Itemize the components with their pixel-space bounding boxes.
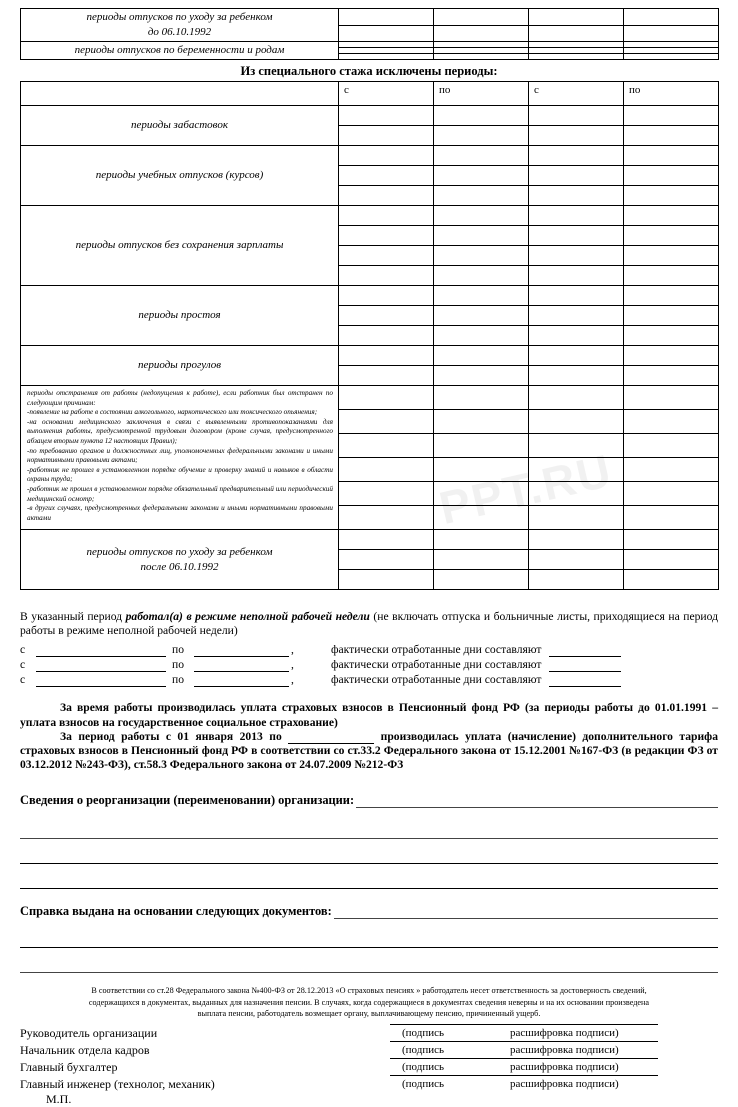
parttime-from-label: с: [20, 673, 26, 687]
cell-to-1[interactable]: [434, 366, 529, 386]
cell-to-2[interactable]: [624, 458, 719, 482]
cell-to-1[interactable]: [434, 386, 529, 410]
cell-to-1[interactable]: [434, 570, 529, 590]
signature-field: [390, 1075, 670, 1091]
parttime-days-text: фактически отработанные дни составляют: [331, 643, 542, 657]
cell-from-1[interactable]: [339, 146, 434, 166]
cell-from-1[interactable]: [339, 482, 434, 506]
cell-from-2[interactable]: [529, 482, 624, 506]
spacer: [0, 919, 738, 929]
cell-from-1[interactable]: [339, 434, 434, 458]
cell-to-1[interactable]: [434, 266, 529, 286]
reorg-line: [20, 792, 718, 808]
row-label-line2: после 06.10.1992: [140, 560, 219, 573]
signature-role-engineer: [20, 1075, 390, 1107]
cell-from-1[interactable]: [339, 126, 434, 146]
table-childcare-maternity: [20, 8, 719, 60]
cell-from-1[interactable]: [339, 346, 434, 366]
cell-to-2[interactable]: [624, 482, 719, 506]
cell-to-1[interactable]: [434, 530, 529, 550]
cell-from-1[interactable]: [339, 246, 434, 266]
header-from-1: с: [339, 82, 434, 106]
cell-to-1[interactable]: [434, 126, 529, 146]
header-to-1: по: [434, 82, 529, 106]
cell-to-1[interactable]: [434, 186, 529, 206]
parttime-days-text: фактически отработанные дни составляют: [331, 658, 542, 672]
row-label-downtime: периоды простоя: [21, 286, 339, 346]
signature-section: [20, 1024, 718, 1107]
parttime-to-label: по: [172, 643, 185, 657]
header-from-2: с: [529, 82, 624, 106]
row-label-line1: периоды отпусков по уходу за ребенком: [86, 11, 273, 23]
cell-to-1[interactable]: [434, 106, 529, 126]
header-blank: [21, 82, 339, 106]
cell-to-2[interactable]: [624, 306, 719, 326]
contributions-para-1: За время работы производилась уплата страховых взносов в Пенсионный фонд РФ (за периоды работы до 01.01.1991 – уплата взносов на государственное социальное страхование): [20, 701, 718, 729]
parttime-from-input[interactable]: [36, 659, 166, 672]
basis-label: Справка выдана на основании следующих документов:: [20, 904, 332, 919]
cell-from-1[interactable]: [339, 550, 434, 570]
parttime-from-input[interactable]: [36, 674, 166, 687]
signature-caption: [390, 1026, 658, 1040]
signature-caption-sign: (подпись: [402, 1077, 445, 1090]
suspension-line-3: -на основании медицинского заключения в связи с выявленными противопоказаниями для выполнения работы, предусмотренной трудовым договором (кроме случая, предусмотренного абзацем вторым пункта 12 настоящих Правил);: [27, 417, 333, 445]
cell-to-1[interactable]: [434, 146, 529, 166]
table-row: [21, 106, 719, 126]
cell-from-1[interactable]: [339, 186, 434, 206]
suspension-line-5: -работник не прошел в установленном порядке обучение и проверку знаний и навыков в области охраны труда;: [27, 465, 333, 484]
fineprint-line-3: выплата пенсии, работодатель возмещает органу, выплачивающему пенсию, причиненный ущерб.: [197, 1009, 541, 1019]
parttime-intro-b: (не включать отпуска и больничные листы, приходящиеся на период работы в режиме неполной рабочей недели): [20, 610, 718, 638]
parttime-to-label: по: [172, 673, 185, 687]
parttime-to-input[interactable]: [194, 659, 289, 672]
cell-to-1[interactable]: [434, 9, 529, 26]
spacer: [0, 808, 738, 820]
row-label-unpaid-leave: периоды отпусков без сохранения зарплаты: [21, 206, 339, 286]
cell-from-1[interactable]: [339, 166, 434, 186]
signature-block: [20, 1058, 718, 1075]
parttime-intro-bold: работал(а) в режиме неполной рабочей недели: [125, 610, 370, 623]
spacer: [0, 687, 738, 701]
parttime-comma: ,: [291, 643, 294, 657]
table-excluded-periods: [20, 81, 719, 590]
cell-from-2[interactable]: [529, 25, 624, 42]
parttime-days-input[interactable]: [549, 659, 621, 672]
suspension-line-4: -по требованию органов и должностных лиц, уполномоченных федеральными законами и иными нормативными правовыми актами;: [27, 446, 333, 465]
cell-from-2[interactable]: [529, 9, 624, 26]
cell-from-2[interactable]: [529, 346, 624, 366]
cell-to-1[interactable]: [434, 25, 529, 42]
signature-caption-transcript: расшифровка подписи): [510, 1060, 619, 1073]
suspension-line-6: -работник не прошел в установленном порядке обязательный предварительный или периодический медицинский осмотр;: [27, 484, 333, 503]
parttime-from-label: с: [20, 658, 26, 672]
cell-from-2[interactable]: [529, 506, 624, 530]
signature-caption-sign: (подпись: [402, 1043, 445, 1056]
cell-to-1[interactable]: [434, 306, 529, 326]
cell-from-2[interactable]: [529, 410, 624, 434]
reorg-extra-line-3[interactable]: [20, 870, 718, 889]
suspension-line-7: -в других случаях, предусмотренных федеральными законами и иными нормативными правовыми актами: [27, 504, 333, 522]
cell-to-2[interactable]: [624, 346, 719, 366]
cell-from-2[interactable]: [529, 366, 624, 386]
cell-from-2[interactable]: [529, 246, 624, 266]
table-row: [21, 530, 719, 550]
row-label-line1: периоды отпусков по уходу за ребенком: [86, 545, 273, 558]
cell-to-2[interactable]: [624, 186, 719, 206]
table-row: [21, 206, 719, 226]
cell-from-1[interactable]: [339, 386, 434, 410]
table-row: [21, 286, 719, 306]
table-row: [21, 146, 719, 166]
reorg-input[interactable]: [356, 793, 718, 808]
cell-to-2[interactable]: [624, 106, 719, 126]
cell-from-2[interactable]: [529, 226, 624, 246]
cell-to-2[interactable]: [624, 266, 719, 286]
parttime-to-label: по: [172, 658, 185, 672]
cell-from-1[interactable]: [339, 458, 434, 482]
signature-caption-transcript: расшифровка подписи): [510, 1077, 619, 1090]
cell-to-1[interactable]: [434, 346, 529, 366]
cell-from-1[interactable]: [339, 9, 434, 26]
table-row: [21, 346, 719, 366]
cell-to-2[interactable]: [624, 366, 719, 386]
cell-from-2[interactable]: [529, 54, 624, 60]
watermark: PPT.RU: [434, 443, 618, 535]
cell-from-2[interactable]: [529, 306, 624, 326]
cell-from-1[interactable]: [339, 286, 434, 306]
basis-line: [20, 903, 718, 919]
contributions-para-2: [20, 730, 718, 773]
cell-to-1[interactable]: [434, 206, 529, 226]
cell-to-2[interactable]: [624, 25, 719, 42]
cell-to-2[interactable]: [624, 126, 719, 146]
parttime-row: [20, 672, 718, 687]
parttime-from-label: с: [20, 643, 26, 657]
suspension-line-1: периоды отстранения от работы (недопущения к работе), если работник был отстранен по следующим причинам:: [27, 389, 333, 407]
contributions-date-input[interactable]: [288, 732, 374, 744]
signature-caption-transcript: расшифровка подписи): [510, 1026, 619, 1039]
spacer-after-table: [0, 590, 738, 610]
cell-to-1[interactable]: [434, 226, 529, 246]
basis-extra-line-2[interactable]: [20, 954, 718, 973]
cell-to-2[interactable]: [624, 410, 719, 434]
cell-to-1[interactable]: [434, 246, 529, 266]
cell-to-1[interactable]: [434, 550, 529, 570]
cell-from-2[interactable]: [529, 530, 624, 550]
signature-field: [390, 1041, 670, 1057]
cell-from-2[interactable]: [529, 166, 624, 186]
spacer: [0, 889, 738, 903]
contributions-para-2-a: За период работы с 01 января 2013 по: [60, 729, 282, 743]
cell-to-1[interactable]: [434, 434, 529, 458]
signature-block: [20, 1024, 718, 1041]
cell-to-2[interactable]: [624, 146, 719, 166]
suspension-line-2: -появление на работе в состоянии алкогольного, наркотического или токсического опьянения;: [27, 408, 318, 417]
table-header-row: [21, 82, 719, 106]
reorg-extra-line-2[interactable]: [20, 845, 718, 864]
cell-to-2[interactable]: [624, 286, 719, 306]
top-spacer: [0, 0, 738, 8]
cell-from-2[interactable]: [529, 286, 624, 306]
cell-from-2[interactable]: [529, 146, 624, 166]
row-label-absenteeism: периоды прогулов: [21, 346, 339, 386]
row-label-childcare-before: [21, 9, 339, 42]
cell-to-2[interactable]: [624, 54, 719, 60]
parttime-intro: [20, 610, 718, 638]
cell-from-2[interactable]: [529, 570, 624, 590]
parttime-comma: ,: [291, 658, 294, 672]
signature-caption: [390, 1060, 658, 1074]
cell-from-2[interactable]: [529, 106, 624, 126]
signature-field: [390, 1024, 670, 1040]
cell-from-2[interactable]: [529, 550, 624, 570]
cell-from-1[interactable]: [339, 530, 434, 550]
cell-from-1[interactable]: [339, 226, 434, 246]
cell-to-2[interactable]: [624, 386, 719, 410]
cell-from-1[interactable]: [339, 570, 434, 590]
parttime-days-text: фактически отработанные дни составляют: [331, 673, 542, 687]
parttime-intro-a: В указанный период: [20, 610, 126, 623]
signature-role-head: Руководитель организации: [20, 1025, 158, 1040]
cell-to-2[interactable]: [624, 226, 719, 246]
signature-block: [20, 1041, 718, 1058]
signature-block: [20, 1075, 718, 1107]
cell-to-1[interactable]: [434, 326, 529, 346]
parttime-to-input[interactable]: [194, 644, 289, 657]
cell-from-2[interactable]: [529, 266, 624, 286]
spacer: [0, 772, 738, 792]
cell-from-1[interactable]: [339, 410, 434, 434]
row-label-strikes: периоды забастовок: [21, 106, 339, 146]
cell-to-1[interactable]: [434, 286, 529, 306]
cell-to-2[interactable]: [624, 166, 719, 186]
reorg-extra-line-1[interactable]: [20, 820, 718, 839]
cell-to-1[interactable]: [434, 166, 529, 186]
row-label-childcare-after: [21, 530, 339, 590]
cell-from-2[interactable]: [529, 458, 624, 482]
cell-to-1[interactable]: [434, 506, 529, 530]
cell-to-2[interactable]: [624, 326, 719, 346]
cell-from-1[interactable]: [339, 206, 434, 226]
contributions-para-2-b: производилась уплата (начисление) дополнительного тарифа страховых взносов в Пенсионный фонд РФ в соответствии со ст.33.2 Федерального закона от 15.12.2001 №167-ФЗ (в редакции ФЗ от 03.12.2012 №243-ФЗ), ст.58.3 Федерального закона от 24.07.2009 №212-ФЗ: [20, 729, 718, 772]
parttime-days-input[interactable]: [549, 674, 621, 687]
cell-from-1[interactable]: [339, 326, 434, 346]
cell-to-2[interactable]: [624, 9, 719, 26]
cell-to-2[interactable]: [624, 434, 719, 458]
parttime-to-input[interactable]: [194, 674, 289, 687]
cell-to-2[interactable]: [624, 530, 719, 550]
cell-to-1[interactable]: [434, 54, 529, 60]
signature-caption-sign: (подпись: [402, 1026, 445, 1039]
fineprint-line-1: В соответствии со ст.28 Федерального закона №400-ФЗ от 28.12.2013 «О страховых пенсиях » работодатель несет ответственность за достоверность сведений,: [91, 986, 647, 996]
cell-from-1[interactable]: [339, 106, 434, 126]
fineprint-line-2: содержащихся в документах, выданных для назначения пенсии. В случаях, когда содержащиеся в документах сведения неверны и на их основании произведена: [88, 997, 650, 1007]
parttime-from-input[interactable]: [36, 644, 166, 657]
cell-from-1[interactable]: [339, 506, 434, 530]
cell-from-2[interactable]: [529, 326, 624, 346]
legal-fineprint: [22, 985, 716, 1019]
basis-extra-line-1[interactable]: [20, 929, 718, 948]
signature-caption-transcript: расшифровка подписи): [510, 1043, 619, 1056]
cell-from-2[interactable]: [529, 186, 624, 206]
cell-from-2[interactable]: [529, 386, 624, 410]
spacer: [0, 973, 738, 985]
cell-to-2[interactable]: [624, 506, 719, 530]
parttime-comma: ,: [291, 673, 294, 687]
signature-field: [390, 1058, 670, 1074]
cell-from-1[interactable]: [339, 266, 434, 286]
cell-to-1[interactable]: [434, 410, 529, 434]
signature-role-engineer-label: Главный инженер (технолог, механик): [20, 1076, 215, 1091]
signature-caption-sign: (подпись: [402, 1060, 445, 1073]
section-caption-excluded-periods: Из специального стажа исключены периоды:: [240, 64, 498, 78]
cell-from-1[interactable]: [339, 25, 434, 42]
row-label-maternity: периоды отпусков по беременности и родам: [21, 42, 339, 60]
cell-from-2[interactable]: [529, 434, 624, 458]
signature-role-hr: Начальник отдела кадров: [20, 1042, 150, 1057]
cell-to-2[interactable]: [624, 570, 719, 590]
cell-from-1[interactable]: [339, 366, 434, 386]
row-label-line2: до 06.10.1992: [147, 26, 212, 38]
signature-caption: [390, 1077, 658, 1091]
parttime-rows: [20, 642, 718, 687]
cell-to-1[interactable]: [434, 482, 529, 506]
cell-from-2[interactable]: [529, 206, 624, 226]
cell-to-2[interactable]: [624, 246, 719, 266]
row-label-study-leave: периоды учебных отпусков (курсов): [21, 146, 339, 206]
parttime-row: [20, 642, 718, 657]
signature-caption: [390, 1043, 658, 1057]
parttime-row: [20, 657, 718, 672]
header-to-2: по: [624, 82, 719, 106]
cell-to-2[interactable]: [624, 206, 719, 226]
cell-from-1[interactable]: [339, 54, 434, 60]
signature-role-accountant: Главный бухгалтер: [20, 1059, 118, 1074]
cell-from-1[interactable]: [339, 306, 434, 326]
table-row: [21, 9, 719, 26]
row-label-suspension: [21, 386, 339, 530]
reorg-label: Сведения о реорганизации (переименовании) организации:: [20, 793, 355, 808]
cell-from-2[interactable]: [529, 126, 624, 146]
table-row: [21, 386, 719, 410]
cell-to-1[interactable]: [434, 458, 529, 482]
cell-to-2[interactable]: [624, 550, 719, 570]
stamp-place: М.П.: [46, 1091, 72, 1106]
basis-input[interactable]: [334, 904, 718, 919]
parttime-days-input[interactable]: [549, 644, 621, 657]
